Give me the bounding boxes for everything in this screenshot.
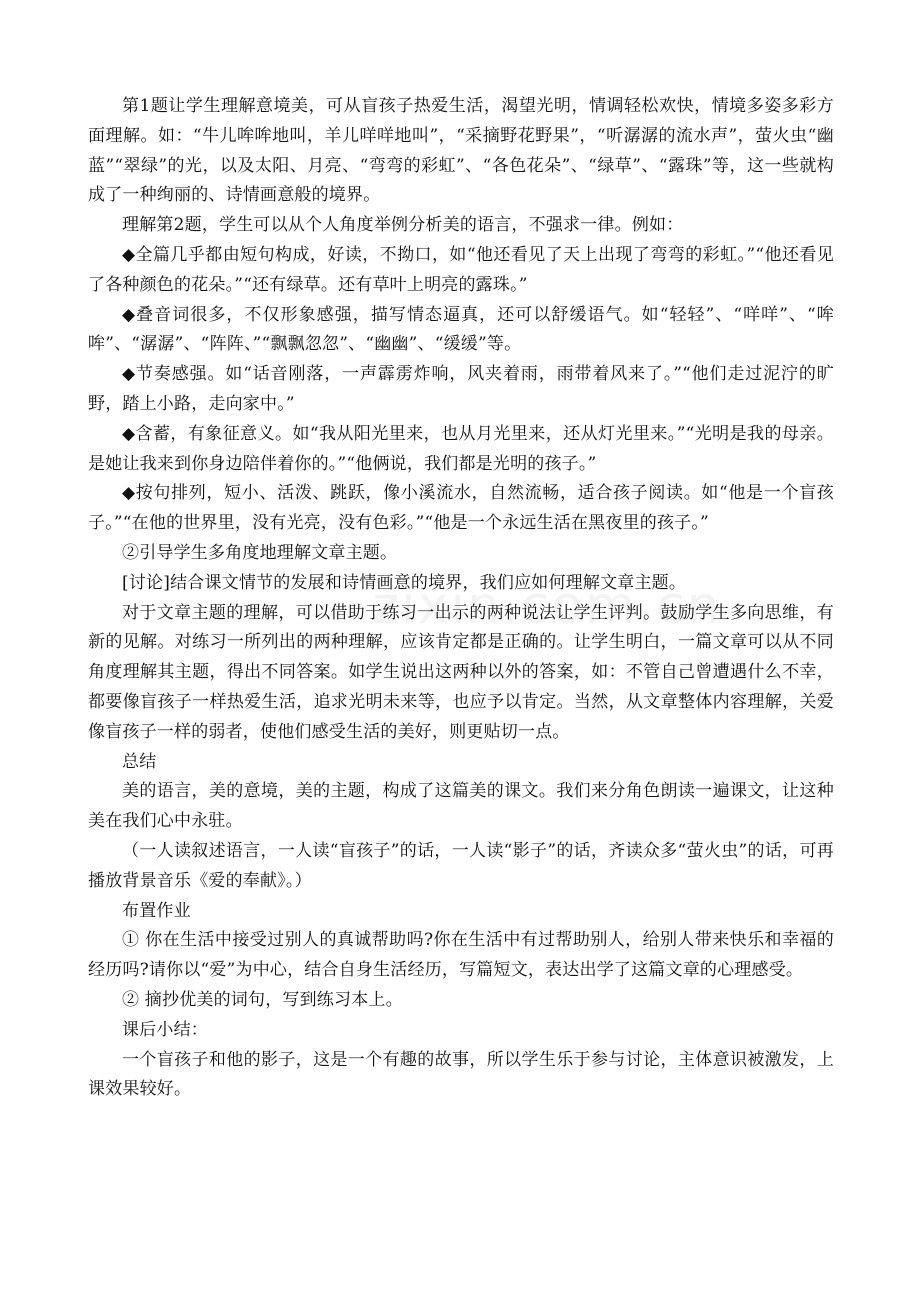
paragraph-reading-roles: （一人读叙述语言，一人读“盲孩子”的话，一人读“影子”的话，齐读众多“萤火虫”的话，可再播放背景音乐《爱的奉献》。）: [88, 840, 834, 891]
bullet-short-sentences: ◆全篇几乎都由短句构成，好读，不拗口，如“他还看见了天上出现了弯弯的彩虹。”“他还看见了各种颜色的花朵。”“还有绿草。还有草叶上明亮的露珠。”: [88, 244, 834, 295]
homework-item-2: ② 摘抄优美的词句，写到练习本上。: [122, 989, 403, 1010]
paragraph-discussion: [讨论]结合课文情节的发展和诗情画意的境界，我们应如何理解文章主题。: [122, 572, 687, 593]
heading-summary: 总结: [122, 751, 157, 772]
paragraph-question-2-intro: 理解第2题，学生可以从个人角度举例分析美的语言，不强求一律。例如：: [122, 215, 684, 236]
paragraph-theme-guidance: ②引导学生多角度地理解文章主题。: [122, 542, 398, 563]
bullet-line-arrangement: ◆按句排列，短小、活泼、跳跃，像小溪流水，自然流畅，适合孩子阅读。如“他是一个盲孩子。”“在他的世界里，没有光亮，没有色彩。”“他是一个永远生活在黑夜里的孩子。”: [88, 483, 834, 534]
homework-item-1: ① 你在生活中接受过别人的真诚帮助吗?你在生活中有过帮助别人，给别人带来快乐和幸福的经历吗?请你以“爱”为中心，结合自身生活经历，写篇短文，表达出学了这篇文章的心理感受。: [88, 930, 834, 981]
paragraph-summary: 美的语言，美的意境，美的主题，构成了这篇美的课文。我们来分角色朗读一遍课文，让这种美在我们心中永驻。: [88, 781, 834, 832]
document-body: [88, 92, 834, 1105]
paragraph-theme-understanding: 对于文章主题的理解，可以借助于练习一出示的两种说法让学生评判。鼓励学生多向思维，有新的见解。对练习一所列出的两种理解，应该肯定都是正确的。让学生明白，一篇文章可以从不同角度理解其主题，得出不同答案。如学生说出这两种以外的答案，如：不管自己曾遭遇什么不幸，都要像盲孩子一样热爱生活，追求光明未来等，也应予以肯定。当然，从文章整体内容理解，关爱像盲孩子一样的弱者，使他们感受生活的美好，则更贴切一点。: [88, 602, 834, 742]
heading-lesson-reflection: 课后小结：: [122, 1019, 208, 1040]
paragraph-question-1-analysis: 第1题让学生理解意境美，可从盲孩子热爱生活，渴望光明，情调轻松欢快，情境多姿多彩方面理解。如：“牛儿哞哞地叫，羊儿咩咩地叫”，“采摘野花野果”，“听潺潺的流水声”，萤火虫“幽蓝”“翠绿”的光，以及太阳、月亮、“弯弯的彩虹”、“各色花朵”、“绿草”、“露珠”等，这一些就构成了一种绚丽的、诗情画意般的境界。: [88, 96, 834, 206]
heading-homework: 布置作业: [122, 900, 191, 921]
paragraph-lesson-reflection: 一个盲孩子和他的影子，这是一个有趣的故事，所以学生乐于参与讨论，主体意识被激发，上课效果较好。: [88, 1049, 834, 1100]
bullet-reduplicated-words: ◆叠音词很多，不仅形象感强，描写情态逼真，还可以舒缓语气。如“轻轻”、“咩咩”、“哞哞”、“潺潺”、“阵阵、”“飘飘忽忽”、“幽幽”、“缓缓”等。: [88, 304, 834, 355]
bullet-rhythm: ◆节奏感强。如“话音刚落，一声霹雳炸响，风夹着雨，雨带着风来了。”“他们走过泥泞的旷野，踏上小路，走向家中。”: [88, 364, 834, 414]
bullet-symbolism: ◆含蓄，有象征意义。如“我从阳光里来，也从月光里来，还从灯光里来。”“光明是我的母亲。是她让我来到你身边陪伴着你的。”“他俩说，我们都是光明的孩子。”: [88, 423, 834, 474]
